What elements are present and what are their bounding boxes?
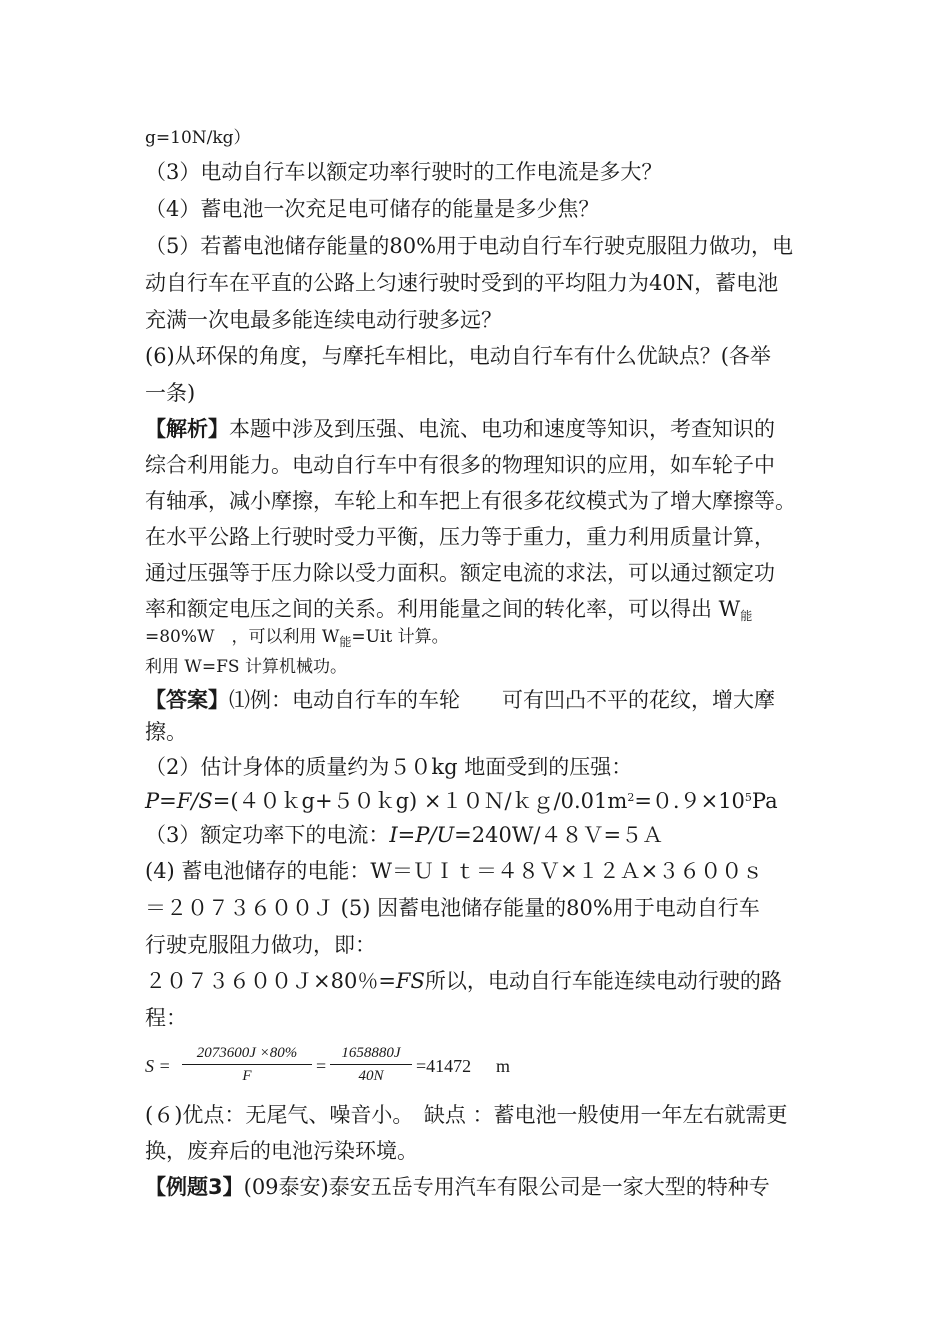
text-span: （3）额定功率下的电流： (145, 823, 390, 847)
text-line: 利用 W=FS 计算机械功。 (145, 657, 347, 677)
superscript: 5 (744, 791, 752, 804)
text-line: 有轴承，减小摩擦，车轮上和车把上有很多花纹模式为了增大摩擦等。 (145, 489, 796, 513)
fraction-numerator: 1658880J (341, 1045, 401, 1061)
fraction-bar (330, 1064, 412, 1065)
answer-paragraph (145, 685, 775, 715)
answer-4: (4) 蓄电池储存的电能：W＝ＵＩｔ＝４８Ｖ×１２Ａ×３６００ｓ (145, 859, 764, 883)
example-3-paragraph (145, 1172, 770, 1202)
text-line: 擦。 (145, 720, 187, 744)
text-line: 行驶克服阻力做功，即： (145, 933, 376, 957)
text-span: 所以，电动自行车能连续电动行驶的路 (424, 969, 782, 993)
pressure-formula (145, 786, 778, 820)
text-line: 通过压强等于压力除以受力面积。额定电流的求法，可以通过额定功 (145, 561, 775, 585)
text-line (145, 966, 782, 996)
analysis-paragraph (145, 414, 775, 444)
answer-6: (６)优点：无尾气、噪音小。 缺点 ：蓄电池一般使用一年左右就需更 (145, 1103, 788, 1127)
text-span: Pa (751, 789, 778, 813)
text-line: 综合利用能力。电动自行车中有很多的物理知识的应用，如车轮子中 (145, 453, 775, 477)
text-line: 在水平公路上行驶时受力平衡，压力等于重力，重力利用质量计算， (145, 525, 775, 549)
text-line: 动自行车在平直的公路上匀速行驶时受到的平均阻力为40N，蓄电池 (145, 271, 779, 295)
text-line: 充满一次电最多能连续电动行驶多远？ (145, 308, 502, 332)
text-span: 本题中涉及到压强、电流、电功和速度等知识，考查知识的 (229, 417, 775, 441)
formula-fraction-1 (182, 1043, 312, 1086)
fraction-denominator: F (242, 1068, 252, 1084)
subscript: 能 (740, 609, 753, 623)
answer-3 (145, 820, 663, 850)
text-line: 程： (145, 1006, 187, 1030)
fraction-denominator: 40N (358, 1068, 384, 1084)
text-span: =Uit 计算。 (351, 627, 449, 647)
text-span: =240W/４８Ｖ=５Ａ (454, 823, 664, 847)
formula-unit: m (496, 1056, 511, 1076)
question-3: （3）电动自行车以额定功率行驶时的工作电流是多大？ (145, 160, 663, 184)
formula-lhs: S = (145, 1056, 171, 1076)
analysis-label: 【解析】 (145, 417, 229, 441)
text-line: g=10N/kg） (145, 128, 251, 148)
formula-equals: = (316, 1056, 327, 1076)
text-line: ＝２０７３６００Ｊ (5) 因蓄电池储存能量的80%用于电动自行车 (145, 896, 760, 920)
answer-2: （2）估计身体的质量约为５０kg 地面受到的压强： (145, 755, 633, 779)
answer-label: 【答案】 (145, 688, 229, 712)
text-span: P=F/S (145, 789, 213, 813)
text-span: ２０７３６００Ｊ×80％= (145, 969, 396, 993)
superscript: 2 (627, 791, 635, 804)
text-line (145, 622, 449, 653)
text-span: =80%W ，可以利用 W (145, 627, 340, 647)
text-line: 一条) (145, 381, 196, 405)
text-line: 换，废弃后的电池污染环境。 (145, 1139, 418, 1163)
text-span: FS (395, 969, 425, 993)
text-span: ⑴例：电动自行车的车轮 可有凹凸不平的花纹，增大摩 (229, 688, 775, 712)
fraction-numerator: 2073600J ×80% (196, 1045, 298, 1061)
question-4: （4）蓄电池一次充足电可储存的能量是多少焦？ (145, 197, 600, 221)
formula-result: =41472 (416, 1056, 472, 1076)
formula-fraction-2 (330, 1043, 412, 1086)
subscript: 能 (339, 635, 352, 649)
question-5: （5）若蓄电池储存能量的80%用于电动自行车行驶克服阻力做功，电 (145, 234, 794, 258)
example-label: 【例题3】 (145, 1175, 244, 1199)
text-span: 率和额定电压之间的关系。利用能量之间的转化率，可以得出 W (145, 597, 741, 621)
text-span: I=P/U (389, 823, 455, 847)
text-span: (09泰安)泰安五岳专用汽车有限公司是一家大型的特种专 (243, 1175, 770, 1199)
text-span: =０.９×10 (634, 789, 745, 813)
question-6: (6)从环保的角度，与摩托车相比，电动自行车有什么优缺点？(各举 (145, 344, 771, 368)
text-span: =(４０ｋg+５０ｋg) ×１０Ｎ/ｋｇ/0.01m (212, 789, 628, 813)
fraction-bar (182, 1064, 312, 1065)
